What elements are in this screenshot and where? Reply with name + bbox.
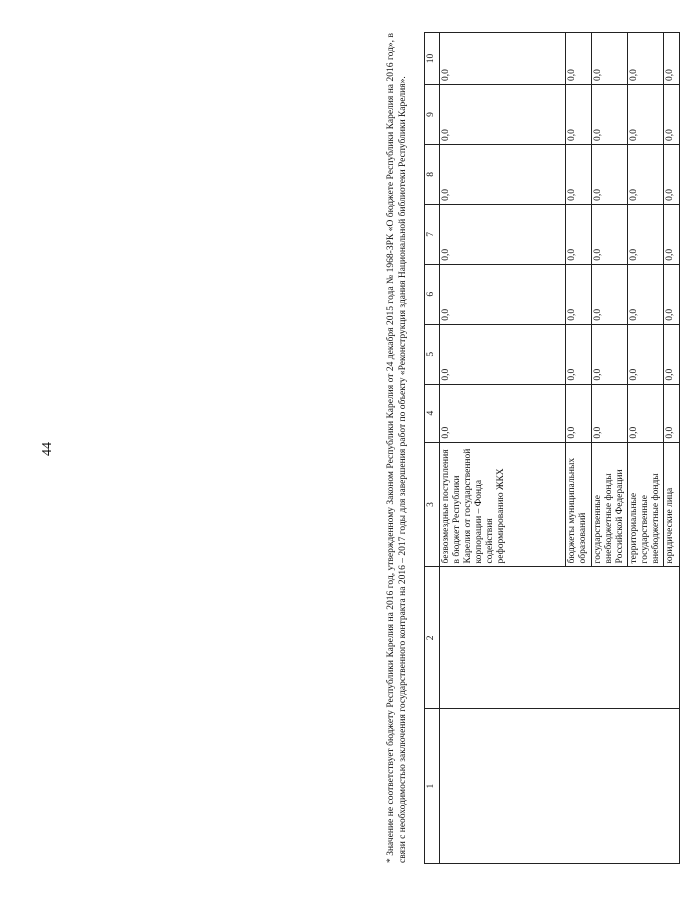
value-cell: 0,0 — [627, 33, 663, 85]
table-row — [440, 33, 566, 864]
header-cell: 9 — [425, 85, 440, 145]
value-cell: 0,0 — [566, 85, 592, 145]
header-cell: 3 — [425, 442, 440, 567]
value-cell: 0,0 — [663, 384, 679, 442]
value-cell: 0,0 — [592, 204, 628, 264]
value-cell: 0,0 — [627, 204, 663, 264]
value-cell: 0,0 — [627, 324, 663, 384]
row-label: государственные внебюджетные фонды Российской Федерации — [592, 442, 628, 567]
value-cell: 0,0 — [440, 324, 566, 384]
header-cell: 5 — [425, 324, 440, 384]
data-table — [424, 32, 680, 864]
header-cell: 7 — [425, 204, 440, 264]
header-cell: 1 — [425, 709, 440, 864]
value-cell: 0,0 — [592, 85, 628, 145]
col1-cell — [440, 709, 680, 864]
page-number: 44 — [40, 442, 55, 456]
header-cell: 2 — [425, 567, 440, 709]
value-cell: 0,0 — [440, 85, 566, 145]
row-label: территориальные государственные внебюджетные фонды — [627, 442, 663, 567]
value-cell: 0,0 — [592, 324, 628, 384]
row-label: безвозмездные поступления в бюджет Республики Карелия от государственной корпорации – Фонда содействия реформированию ЖКХ — [440, 442, 566, 567]
header-cell: 8 — [425, 144, 440, 204]
value-cell: 0,0 — [566, 204, 592, 264]
row-label: юридические лица — [663, 442, 679, 567]
value-cell: 0,0 — [566, 33, 592, 85]
value-cell: 0,0 — [440, 264, 566, 324]
value-cell: 0,0 — [592, 33, 628, 85]
header-cell: 10 — [425, 33, 440, 85]
header-cell: 4 — [425, 384, 440, 442]
value-cell: 0,0 — [566, 144, 592, 204]
header-row — [425, 33, 440, 864]
value-cell: 0,0 — [592, 144, 628, 204]
value-cell: 0,0 — [663, 324, 679, 384]
value-cell: 0,0 — [440, 384, 566, 442]
value-cell: 0,0 — [627, 85, 663, 145]
value-cell: 0,0 — [592, 264, 628, 324]
rotated-content — [386, 0, 675, 905]
value-cell: 0,0 — [663, 204, 679, 264]
value-cell: 0,0 — [663, 33, 679, 85]
header-cell: 6 — [425, 264, 440, 324]
value-cell: 0,0 — [627, 384, 663, 442]
col2-cell — [440, 567, 680, 709]
value-cell: 0,0 — [627, 144, 663, 204]
value-cell: 0,0 — [663, 85, 679, 145]
value-cell: 0,0 — [592, 384, 628, 442]
value-cell: 0,0 — [627, 264, 663, 324]
value-cell: 0,0 — [663, 144, 679, 204]
value-cell: 0,0 — [566, 264, 592, 324]
value-cell: 0,0 — [440, 204, 566, 264]
footnote: * Значение не соответствует бюджету Республики Карелия на 2016 год, утвержденному Законом Республики Карелия от 24 декабря 2015 года № 1968-ЗРК «О бюджете Республики Карелия на 2016 год», в связи с необходимостью заключения государственного контракта на 2016 – 2017 годы для завершения работ по объекту «Реконструкция здания Национальной библиотеки Республики Карелия». — [386, 33, 408, 863]
row-label: бюджеты муниципальных образований — [566, 442, 592, 567]
value-cell: 0,0 — [566, 384, 592, 442]
value-cell: 0,0 — [440, 33, 566, 85]
value-cell: 0,0 — [440, 144, 566, 204]
value-cell: 0,0 — [663, 264, 679, 324]
value-cell: 0,0 — [566, 324, 592, 384]
